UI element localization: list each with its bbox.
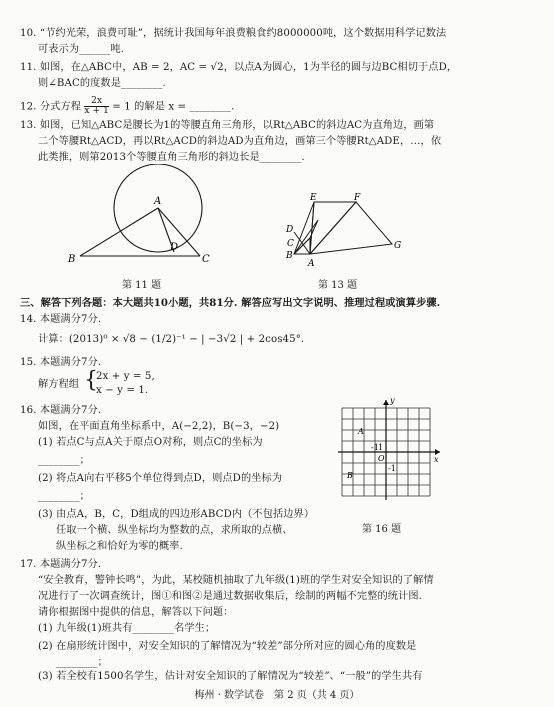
q16-part2: (2) 将点A向右平移5个单位得到点D，则点D的坐标为 [38,473,283,484]
q17-part1: (1) 九年级(1)班共有________名学生； [38,623,216,634]
q17-line2: 况进行了一次调查统计，图①和图②是通过数据收集后，绘制的两幅不完整的统计图. [38,591,422,602]
fig13-label-b: B [286,251,293,261]
q15-equation-2: x − y = 1. [96,385,149,396]
q14-expression: 计算：(2013)⁰ × √8 − (1/2)⁻¹ − | −3√2 | + 2cos45°. [38,334,305,345]
q16-title: 16. 本题满分7分. [20,405,102,416]
figure-16 [330,398,450,514]
q16-part3-line2: 任取一个横、纵坐标均为整数的点，求所取的点横、 [56,525,293,536]
q16-part2-blank: ________； [38,491,90,502]
q16-part1: (1) 若点C与点A关于原点O对称，则点C的坐标为 [38,437,263,448]
q16-part3-line1: (3) 由点A，B，C，D组成的四边形ABCD内（不包括边界） [38,509,315,520]
q16-part3-line3: 纵坐标之和恰好为零的概率. [56,541,183,552]
y-tick-1: 1 [378,443,384,452]
fig13-label-a: A [308,259,315,269]
x-axis-label: x [434,455,439,464]
fig13-label-d: D [286,225,294,235]
q15-title: 15. 本题满分7分. [20,357,102,368]
fig11-label-d: D [170,242,179,253]
fig13-label-e: E [310,193,317,203]
q12-prefix: 12. 分式方程 [20,101,81,113]
q11-line2: 则∠BAC的度数是________. [38,78,166,89]
origin-label: O [378,454,385,463]
y-axis-label: y [390,398,395,405]
q13-line2: 二个等腰Rt△ACD，再以Rt△ACD的斜边AD为直角边，画第三个等腰Rt△ADE，…，依 [38,136,442,147]
fig11-label-a: A [154,196,162,207]
q13-line3: 此类推，则第2013个等腰直角三角形的斜边长是________. [38,152,305,163]
fig13-label-c: C [287,239,294,249]
q15-equation-1: 2x + y = 5, [96,371,155,382]
q10-line1: 10. “节约光荣，浪费可耻”，据统计我国每年浪费粮食约8000000吨，这个数据用科学记数法 [20,28,447,39]
point-a-label: A [358,427,364,436]
q12-suffix: = 1 的解是 x = ________. [112,101,235,113]
q17-line3: 请你根据图中提供的信息，解答以下问题： [38,607,234,618]
fig11-caption: 第 11 题 [122,280,162,291]
point-b-label: B [347,471,353,480]
q17-title: 17. 本题满分7分. [20,559,102,570]
q16-line1: 如图，在平面直角坐标系中，A(−2,2)，B(−3，−2) [38,421,280,432]
fig11-side-ab [80,208,158,256]
section-3-header: 三、解答下列各题：本大题共10小题，共81分. 解答应写出文字说明、推理过程或演算步骤. [20,297,441,309]
figure-11 [60,164,230,274]
q12-line [20,97,234,116]
fig16-caption: 第 16 题 [362,524,402,535]
figure-13 [284,192,414,274]
q12-denominator: x + 1 [84,106,109,116]
fig13-caption: 第 13 题 [318,280,358,291]
fig11-label-b: B [68,254,76,265]
fig11-label-c: C [202,254,210,265]
q17-line1: “安全教育，警钟长鸣”，为此，某校随机抽取了九年级(1)班的学生对安全知识的了解情 [38,575,434,586]
q17-part3: (3) 若全校有1500名学生，估计对安全知识的了解情况为“较差”、“一般”的学生共有 [38,671,423,682]
q15-prompt: 解方程组 [38,379,80,390]
q15-brace: { [84,368,98,393]
fig11-side-ac [158,208,200,256]
q14-title: 14. 本题满分7分. [20,314,102,325]
fig13-triangle-afg [310,202,392,254]
fig13-label-f: F [354,193,361,203]
fig13-label-g: G [394,241,402,251]
q17-part2: (2) 在扇形统计图中，对安全知识的了解情况为“较差”部分所对应的圆心角的度数是 [38,641,417,652]
x-tick-neg1: -1 [371,443,379,452]
q11-line1: 11. 如图，在△ABC中，AB = 2，AC = √2，以点A为圆心，1为半径的圆与边BC相切于点D， [20,62,458,73]
page-footer: 梅州 · 数学试卷 第 2 页（共 4 页） [194,690,360,701]
q17-part2-blank: ________； [56,657,108,668]
q16-part1-blank: ________； [38,455,90,466]
q13-line1: 13. 如图，已知△ABC是腰长为1的等腰直角三角形，以Rt△ABC的斜边AC为直角边，画第 [20,120,435,131]
q12-numerator: 2x [84,97,109,107]
y-axis-arrow [383,400,389,405]
q12-fraction [84,97,109,116]
q10-line2: 可表示为______吨. [38,44,124,55]
y-tick-neg1: -1 [388,464,396,473]
